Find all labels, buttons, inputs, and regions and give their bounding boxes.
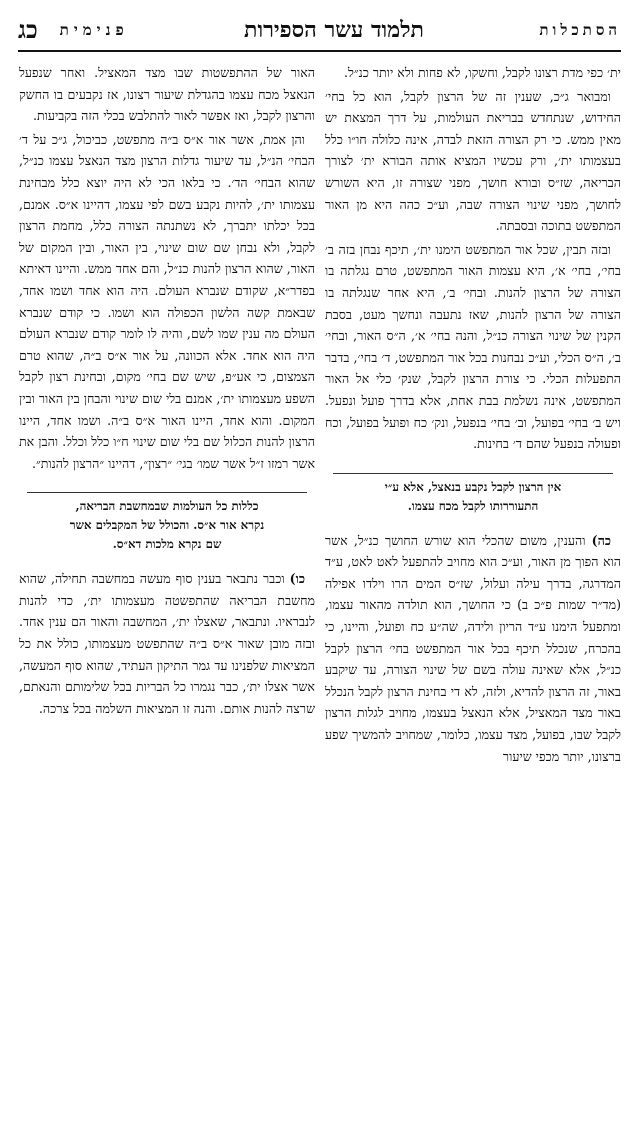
paragraph-text: והענין, משום שהכלי הוא שורש החושך כנ״ל, אשר הוא הפוך מן האור, וע״כ הוא מחויב להתפעל לאט לאט, ע״ד המדרגה, בדרך עילה ועלול, שז״ס המים הרו וילדו אפילה (מד״ר שמות פ״כ ב) כי החושך, הוא תולדה מהאור עצמו, ומתפעל הימנו ע״ד הריון ולידה, שה״ע כח ופועל, והיינו, כי בהכרח, שנכלל תיכף בכל אור המתפשט בחי׳ הרצון לקבל כנ״ל, אלא שאינה עולה בשם של שינוי הצורה, עד שיקבע באור, זה הרצון להדיא, ולזה, לא די בחינת הרצון לקבל הנכלל באור מצד המאציל, אלא הנאצל בעצמו, מחויב לגלות הרצון לקבל שבו, בפועל, מצד עצמו, כלומר, שמחויב להמשיך שפע ברצונו, יותר מכפי שיעור xyxy=(325,532,621,764)
subheading-line: שם נקרא מלכות דא״ס. xyxy=(112,537,222,552)
right-column xyxy=(325,62,621,1111)
paragraph: ית׳ כפי מדת רצונו לקבל, וחשקו, לא פחות ולא יותר כנ״ל. xyxy=(343,65,621,80)
subheading xyxy=(333,473,613,516)
header-left-group xyxy=(18,15,129,45)
paragraph-number: כו) xyxy=(289,571,305,587)
subheading-line: כללות כל העולמות שבמחשבת הבריאה, xyxy=(75,499,259,514)
paragraph: ובזה תבין, שכל אור המתפשט הימנו ית׳, תיכף נבחן בזה ב׳ בחי׳, בחי׳ א׳, היא עצמות האור המתפשט, טרם נגלתה בו הצורה של הרצון להנות. ובחי׳ ב׳, היא אחר שנגלתה בו הצורה של הרצון להנות, שאז נתעבה ונחשך מעט, בסבת הקנין של שינוי הצורה כנ״ל, והנה בחי׳ א׳, ה״ס האור, ובחי׳ ב׳, ה״ס הכלי, וע״כ נבחנות בכל אור המתפשט, ד׳ בחי׳, בדבר התפעלות הכלי. כי צורת הרצון לקבל, שנק׳ כלי אל האור המתפשט, אינה נשלמת בבת אחת, אלא בדרך פועל ונפעל. ויש ב׳ בחי׳ בפועל, וב׳ בחי׳ בנפעל, ונק׳ כח ופועל בפועל, וכח ופעולה בנפעל שהם ד׳ בחינות. xyxy=(325,241,621,452)
text-columns xyxy=(18,62,621,1111)
subheading-line: התעוררותו לקבל מכח עצמו. xyxy=(407,498,539,513)
subheading xyxy=(27,492,307,554)
header-right-label: הסתכלות xyxy=(539,20,621,39)
header-title: תלמוד עשר הספירות xyxy=(244,17,424,43)
left-column xyxy=(19,62,315,1111)
paragraph: ומבואר ג״כ, שענין זה של הרצון לקבל, הוא כל בחי׳ החידוש, שנתחדש בבריאת העולמות, על דרך המצאת יש מאין ממש. כי רק הצורה הזאת לבדה, אינה כלולה חו״ו כלל בעצמותו ית׳, ורק עכשיו המציא אותה הבורא ית׳ לצורך הבריאה, שז״ס ובורא חושך, מפני שצורה זו, היא השורש לחושך, מפני שינוי הצורה שבה, וע״כ כהה היא מן האור המתפשט בתוכה ובסבתה. xyxy=(325,88,621,234)
running-header xyxy=(18,10,621,52)
subheading-line: נקרא אור א״ס. והכולל של המקבלים אשר xyxy=(69,518,265,533)
paragraph xyxy=(325,530,621,768)
header-section-label: פנימית xyxy=(59,20,129,39)
paragraph: והן אמת, אשר אור א״ס ב״ה מתפשט, כביכול, ג״כ על ד׳ הבחי׳ הנ״ל, עד שיעור גדלות הרצון מצד הנאצל עצמו כנ״ל, שהוא הבחי׳ הד׳. כי בלאו הכי לא היה יוצא כלל מבחינת עצמותו ית׳, להיות נקבע בשם לפי עצמו, דהיינו א״ס. אמנם, בכל יכלתו יתברך, לא נשתנתה הצורה כלל, מחמת הרצון לקבל, ולא נבחן שם שום שינוי, בין האור, ובין המקום של האור, שהוא הרצון להנות כנ״ל, והם אחד ממש. והיינו דאיתא בפדר״א, שקודם שנברא העולם. היה הוא אחד ושמו אחד, שבאמת קשה הלשון הכפולה הוא ושמו. כי קודם שנברא העולם מה ענין שמו לשם, והיה לו לומר קודם שנברא העולם היה הוא אחד. אלא הכוונה, על אור א״ס ב״ה, שהוא טרם הצמצום, כי אע״פ, שיש שם בחי׳ מקום, ובחינת רצון לקבל השפע מעצמותו ית׳, אמנם בלי שום שינוי והבחן בין האור ובין המקום. והוא אחד, היינו האור א״ס ב״ה. ושמו אחד, היינו הרצון להנות הכלול שם בלי שום שינוי ח״ו כלל וכלל. והבן את אשר רמזו ז״ל אשר שמו׳ בגי׳ ״רצון״, דהיינו ״הרצון להנות״. xyxy=(19,131,315,471)
paragraph-text: וכבר נתבאר בענין סוף מעשה במחשבה תחילה, שהוא מחשבת הבריאה שהתפשטה מעצמותו ית׳, כדי להנות לנבראיו. ונתבאר, שאצלו ית׳, המחשבה והאור הם ענין אחד. ובזה מובן שאור א״ס ב״ה שהתפשט מעצמותו, כולל את כל המציאות שלפנינו עד גמר התיקון העתיד, שהוא סוף המעשה, אשר אצלו ית׳, כבר נגמרו כל הבריות בכל שלימותם והנאתם, שרצה להנות אותם. והנה זו המציאות השלמה בכל צרכה. xyxy=(19,571,315,716)
subheading-line: אין הרצון לקבל נקבע בנאצל, אלא ע״י xyxy=(384,479,562,494)
paragraph: האור של ההתפשטות שבו מצד המאציל. ואחר שנפעל הנאצל מכח עצמו בהגדלת שיעור רצונו, אז נקבעים בו החשק והרצון לקבל, ואז אפשר לאור להתלבש בכלי הזה בקביעות. xyxy=(19,65,315,124)
paragraph-number: כה) xyxy=(591,532,611,548)
paragraph xyxy=(19,568,315,719)
page-number: כג xyxy=(18,15,38,44)
